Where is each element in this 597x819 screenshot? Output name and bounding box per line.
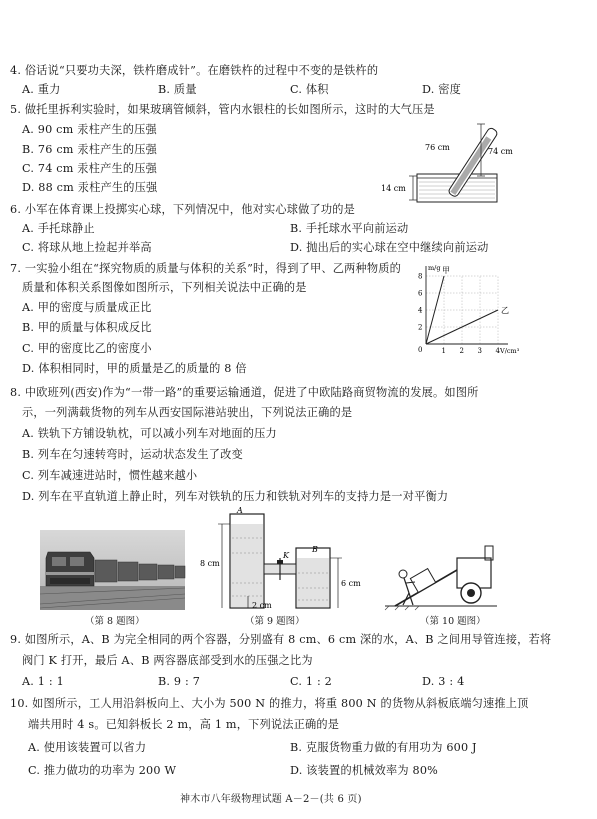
- container-b-label: B: [312, 545, 318, 554]
- q6-option-c: C. 将球从地上捡起并举高: [22, 241, 152, 254]
- x-tick-label: 2: [459, 347, 464, 355]
- q4-option-b: B. 质量: [158, 83, 197, 96]
- q4-option-d: D. 密度: [422, 83, 462, 96]
- q8-stem-line2: 示，一列满载货物的列车从西安国际港站驶出，下列说法正确的是: [22, 406, 353, 419]
- x-tick-label: 1: [441, 347, 446, 355]
- pipe-height-label: 2 cm: [252, 601, 272, 610]
- right-height-label: 6 cm: [341, 579, 361, 588]
- page-footer: 神木市八年级物理试题 A－2－(共 6 页): [180, 794, 362, 805]
- torricelli-height-label: 74 cm: [488, 147, 513, 156]
- q6-stem: 6. 小军在体育课上投掷实心球，下列情况中，他对实心球做了功的是: [10, 203, 356, 216]
- q5-stem: 5. 做托里拆利实验时，如果玻璃管倾斜，管内水银柱的长如图所示，这时的大气压是: [10, 103, 435, 116]
- q9-option-a: A. 1 : 1: [22, 675, 64, 688]
- q7-stem-line2: 质量和体积关系图像如图所示，下列相关说法中正确的是: [22, 281, 307, 294]
- q8-option-b: B. 列车在匀速转弯时，运动状态发生了改变: [22, 448, 243, 461]
- q8-option-a: A. 铁轨下方铺设轨枕，可以减小列车对地面的压力: [22, 427, 277, 440]
- x-axis-label: V/cm³: [500, 347, 520, 355]
- q4-option-a: A. 重力: [22, 83, 61, 96]
- y-axis-label: m/g: [428, 264, 441, 272]
- q9-option-b: B. 9 : 7: [158, 675, 201, 688]
- q10-option-d: D. 该装置的机械效率为 80%: [290, 764, 438, 777]
- q7-option-b: B. 甲的质量与体积成反比: [22, 321, 152, 334]
- q5-option-b: B. 76 cm 汞柱产生的压强: [22, 143, 158, 156]
- q10-option-c: C. 推力做功的功率为 200 W: [28, 764, 177, 777]
- q10-stem-line2: 端共用时 4 s。已知斜板长 2 m，高 1 m，下列说法正确的是: [28, 718, 340, 731]
- y-tick-label: 2: [418, 323, 423, 332]
- y-tick-label: 6: [418, 289, 423, 298]
- series-label-jia: 甲: [442, 266, 450, 275]
- q9-option-d: D. 3 : 4: [422, 675, 465, 688]
- q7-option-a: A. 甲的密度与质量成正比: [22, 301, 152, 314]
- fig10-caption: （第 10 题图）: [420, 616, 486, 627]
- q5-option-a: A. 90 cm 汞柱产生的压强: [22, 123, 157, 136]
- q10-stem-line1: 10. 如图所示，工人用沿斜板向上、大小为 500 N 的推力，将重 800 N 的货物从斜板底端匀速推上顶: [10, 697, 529, 710]
- q6-option-d: D. 抛出后的实心球在空中继续向前运动: [290, 241, 489, 254]
- q7-stem-line1: 7. 一实验小组在“探究物质的质量与体积的关系”时，得到了甲、乙两种物质的: [10, 262, 402, 275]
- torricelli-figure: [375, 112, 525, 204]
- q7-option-c: C. 甲的密度比乙的密度小: [22, 342, 152, 355]
- x-tick-label: 3: [477, 347, 482, 355]
- q9-stem-line2: 阀门 K 打开，最后 A、B 两容器底部受到水的压强之比为: [22, 654, 313, 667]
- q6-option-a: A. 手托球静止: [22, 222, 95, 235]
- q8-option-d: D. 列车在平直轨道上静止时，列车对铁轨的压力和铁轨对列车的支持力是一对平衡力: [22, 490, 449, 503]
- q4-stem: 4. 俗话说“只要功夫深，铁杵磨成针”。在磨铁杵的过程中不变的是铁杵的: [10, 64, 379, 77]
- q5-option-c: C. 74 cm 汞柱产生的压强: [22, 162, 158, 175]
- valve-k-label: K: [283, 551, 289, 560]
- q5-option-d: D. 88 cm 汞柱产生的压强: [22, 181, 158, 194]
- left-height-label: 8 cm: [200, 559, 220, 568]
- y-tick-label: 8: [418, 272, 423, 281]
- q7-option-d: D. 体积相同时，甲的质量是乙的质量的 8 倍: [22, 362, 247, 375]
- y-tick-label: 4: [418, 306, 423, 315]
- q8-stem-line1: 8. 中欧班列(西安)作为“一带一路”的重要运输通道，促进了中欧陆路商贸物流的发展。如图所: [10, 386, 479, 399]
- fig9-caption: （第 9 题图）: [245, 616, 305, 627]
- torricelli-depth-label: 14 cm: [381, 184, 406, 193]
- q9-option-c: C. 1 : 2: [290, 675, 332, 688]
- fig8-caption: （第 8 题图）: [85, 616, 145, 627]
- q10-option-b: B. 克服货物重力做的有用功为 600 J: [290, 741, 477, 754]
- ramp-figure: [385, 538, 500, 610]
- q4-option-c: C. 体积: [290, 83, 329, 96]
- x-tick-label: 4: [495, 347, 500, 355]
- mass-volume-chart: [408, 258, 518, 360]
- train-photo: [40, 530, 185, 610]
- q10-option-a: A. 使用该装置可以省力: [28, 741, 147, 754]
- torricelli-length-label: 76 cm: [425, 143, 450, 152]
- container-a-label: A: [237, 506, 243, 515]
- series-label-yi: 乙: [501, 306, 509, 315]
- q8-option-c: C. 列车减速进站时，惯性越来越小: [22, 469, 198, 482]
- connected-containers-figure: [200, 506, 361, 618]
- q6-option-b: B. 手托球水平向前运动: [290, 222, 409, 235]
- q9-stem-line1: 9. 如图所示，A、B 为完全相同的两个容器，分别盛有 8 cm、6 cm 深的水，A、B 之间用导管连接，若将: [10, 633, 552, 646]
- origin-label: 0: [418, 346, 423, 354]
